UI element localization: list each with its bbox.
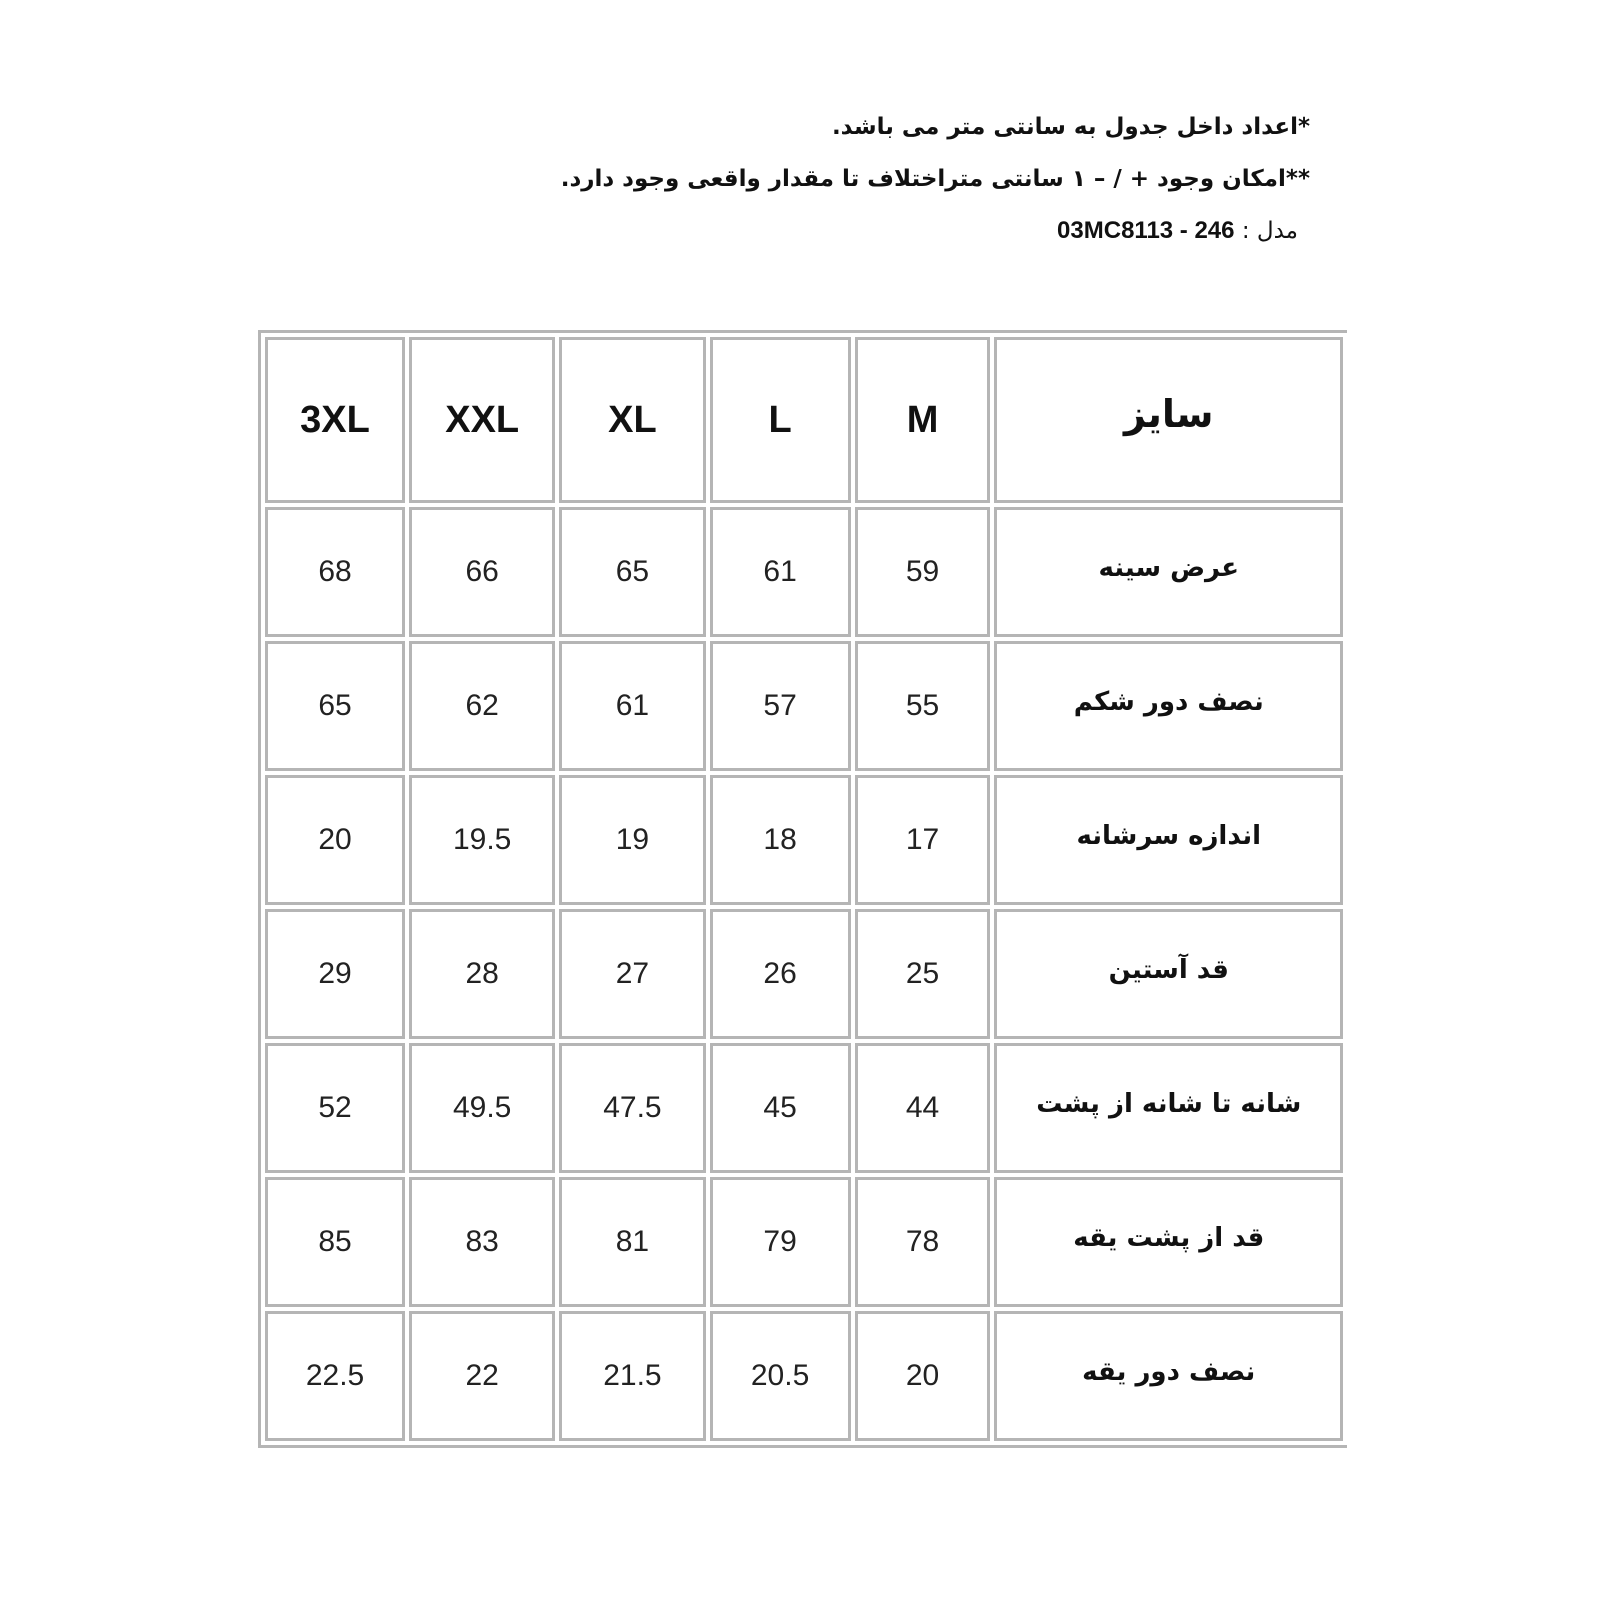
- cell-value: 26: [763, 957, 797, 990]
- cell-value: 22.5: [305, 1359, 365, 1392]
- cell-value: 81: [615, 1225, 650, 1258]
- table-row: [265, 507, 1343, 637]
- table-cell: [710, 507, 851, 637]
- cell-value: 29: [318, 957, 352, 990]
- header-size-cell: [409, 337, 555, 503]
- table-cell: [855, 507, 991, 637]
- table-cell: [559, 1043, 705, 1173]
- table-cell: [855, 1177, 991, 1307]
- cell-value: 83: [465, 1225, 499, 1258]
- row-label-cell: [994, 1311, 1343, 1441]
- header-size-xxl: XXL: [445, 398, 520, 441]
- table-row: [265, 1043, 1343, 1173]
- table-cell: [409, 909, 555, 1039]
- cell-value: 19.5: [452, 823, 512, 856]
- header-size-m: M: [906, 398, 939, 441]
- cell-value: 61: [763, 555, 797, 588]
- cell-value: 20: [318, 823, 352, 856]
- table-cell: [559, 909, 705, 1039]
- table-cell: [409, 1311, 555, 1441]
- header-size-xl: XL: [608, 398, 657, 441]
- cell-value: 85: [318, 1225, 352, 1258]
- table-cell: [855, 909, 991, 1039]
- table-cell: [559, 1311, 705, 1441]
- table-cell: [710, 1177, 851, 1307]
- table-row: [265, 775, 1343, 905]
- table-cell: [855, 641, 991, 771]
- table-cell: [409, 641, 555, 771]
- cell-value: 55: [905, 689, 940, 722]
- row-label-cell: [994, 1043, 1343, 1173]
- cell-value: 45: [763, 1091, 797, 1124]
- table-cell: [559, 775, 705, 905]
- cell-value: 21.5: [603, 1359, 662, 1392]
- cell-value: 44: [905, 1091, 940, 1124]
- cell-value: 68: [318, 555, 352, 588]
- table-cell: [710, 1043, 851, 1173]
- cell-value: 61: [615, 689, 650, 722]
- header-size-cell: [855, 337, 991, 503]
- table-cell: [710, 1311, 851, 1441]
- model-code: 03MC8113 - 246: [1057, 217, 1235, 244]
- table-header-row: [265, 337, 1343, 503]
- table-row: [265, 641, 1343, 771]
- header-size-3xl: 3XL: [300, 398, 370, 441]
- table-cell: [710, 909, 851, 1039]
- table-cell: [265, 775, 405, 905]
- row-label: عرض سینه: [1098, 553, 1239, 583]
- cell-value: 65: [318, 689, 352, 722]
- row-label: نصف دور یقه: [1082, 1357, 1256, 1387]
- table-row: [265, 909, 1343, 1039]
- table-cell: [855, 775, 991, 905]
- cell-value: 17: [905, 823, 940, 856]
- table-cell: [265, 641, 405, 771]
- table-cell: [710, 775, 851, 905]
- table-cell: [265, 1043, 405, 1173]
- header-size-l: L: [768, 398, 792, 441]
- row-label-cell: [994, 507, 1343, 637]
- table-cell: [559, 641, 705, 771]
- cell-value: 62: [465, 689, 499, 722]
- header-size-label: سایز: [1123, 392, 1214, 436]
- header-size-label-cell: [994, 337, 1343, 503]
- table-cell: [409, 1043, 555, 1173]
- header-size-cell: [559, 337, 705, 503]
- cell-value: 47.5: [603, 1091, 662, 1124]
- cell-value: 57: [763, 689, 797, 722]
- row-label: قد آستین: [1108, 955, 1229, 985]
- cell-value: 79: [763, 1225, 797, 1258]
- table-cell: [265, 1177, 405, 1307]
- cell-value: 19: [615, 823, 650, 856]
- cell-value: 52: [318, 1091, 352, 1124]
- note-units: *اعداد داخل جدول به سانتی متر می باشد.: [831, 114, 1310, 140]
- cell-value: 65: [615, 555, 650, 588]
- table-cell: [409, 775, 555, 905]
- row-label: شانه تا شانه از پشت: [1036, 1089, 1302, 1119]
- cell-value: 78: [905, 1225, 940, 1258]
- cell-value: 22: [465, 1359, 499, 1392]
- model-label: مدل :: [1241, 218, 1298, 244]
- table-cell: [265, 1311, 405, 1441]
- row-label-cell: [994, 1177, 1343, 1307]
- notes-block: [410, 112, 1310, 246]
- cell-value: 59: [905, 555, 940, 588]
- table-row: [265, 1177, 1343, 1307]
- table-cell: [409, 1177, 555, 1307]
- cell-value: 66: [465, 555, 499, 588]
- size-chart-table: [258, 330, 1347, 1448]
- cell-value: 20: [905, 1359, 940, 1392]
- row-label-cell: [994, 775, 1343, 905]
- cell-value: 18: [763, 823, 797, 856]
- header-size-cell: [265, 337, 405, 503]
- row-label: قد از پشت یقه: [1073, 1223, 1265, 1253]
- table-cell: [855, 1043, 991, 1173]
- table-cell: [265, 507, 405, 637]
- table-cell: [855, 1311, 991, 1441]
- note-tolerance: **امکان وجود + / – ۱ سانتی متراختلاف تا مقدار واقعی وجود دارد.: [560, 166, 1310, 192]
- table-row: [265, 1311, 1343, 1441]
- table-cell: [409, 507, 555, 637]
- row-label: نصف دور شکم: [1073, 687, 1264, 717]
- cell-value: 49.5: [452, 1091, 512, 1124]
- cell-value: 28: [465, 957, 499, 990]
- cell-value: 27: [615, 957, 650, 990]
- table-cell: [265, 909, 405, 1039]
- cell-value: 20.5: [750, 1359, 810, 1392]
- row-label: اندازه سرشانه: [1076, 821, 1262, 851]
- table-cell: [710, 641, 851, 771]
- table-cell: [559, 1177, 705, 1307]
- model-line: [410, 216, 1310, 246]
- row-label-cell: [994, 641, 1343, 771]
- cell-value: 25: [905, 957, 940, 990]
- row-label-cell: [994, 909, 1343, 1039]
- header-size-cell: [710, 337, 851, 503]
- table-cell: [559, 507, 705, 637]
